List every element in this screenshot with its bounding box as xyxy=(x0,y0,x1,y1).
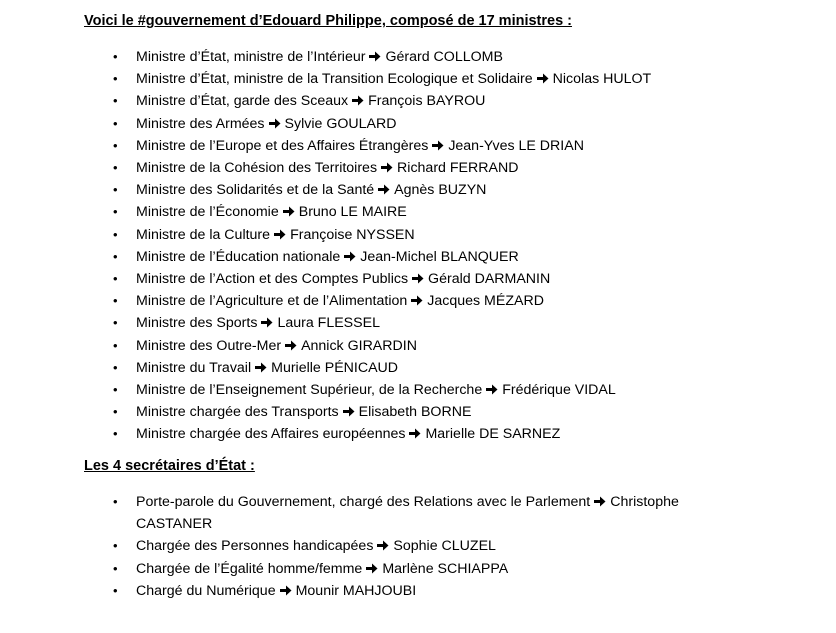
list-item xyxy=(0,90,716,112)
bullet-icon: • xyxy=(113,404,118,420)
person-name: Richard FERRAND xyxy=(397,160,519,177)
person-name: Mounir MAHJOUBI xyxy=(295,582,417,599)
list-item xyxy=(0,357,716,379)
right-arrow-icon xyxy=(411,272,424,285)
role-text: Ministre de la Cohésion des Territoires xyxy=(136,160,378,177)
ministers-list xyxy=(0,46,716,446)
role-text: Ministre du Travail xyxy=(136,359,252,376)
list-item xyxy=(0,268,716,290)
role-text: Ministre d’État, ministre de la Transition Ecologique et Solidaire xyxy=(136,71,533,88)
person-name: Gérald DARMANIN xyxy=(428,271,551,288)
role-text: Ministre des Solidarités et de la Santé xyxy=(136,182,375,199)
list-item xyxy=(0,379,716,401)
person-name: Elisabeth BORNE xyxy=(358,404,472,421)
role-text: Ministre des Armées xyxy=(136,115,265,132)
ministers-heading: Voici le #gouvernement d’Edouard Philippe, composé de 17 ministres : xyxy=(84,13,573,29)
bullet-icon: • xyxy=(113,93,118,109)
bullet-icon: • xyxy=(113,115,118,131)
person-name: Marielle DE SARNEZ xyxy=(425,426,561,443)
secretaries-heading: Les 4 secrétaires d’État : xyxy=(84,458,255,474)
list-item xyxy=(0,580,716,602)
role-text: Chargé du Numérique xyxy=(136,582,276,599)
bullet-icon: • xyxy=(113,248,118,264)
role-text: Ministre de l’Action et des Comptes Publics xyxy=(136,271,409,288)
role-text: Ministre des Sports xyxy=(136,315,258,332)
right-arrow-icon xyxy=(351,94,364,107)
role-text: Chargée de l’Égalité homme/femme xyxy=(136,560,363,577)
right-arrow-icon xyxy=(284,339,297,352)
role-text: Ministre de l’Éducation nationale xyxy=(136,248,341,265)
bullet-icon: • xyxy=(113,49,118,64)
role-text: Ministre d’État, garde des Sceaux xyxy=(136,93,349,110)
person-name: Marlène SCHIAPPA xyxy=(382,560,509,577)
bullet-icon: • xyxy=(113,315,118,331)
list-item xyxy=(0,401,716,423)
bullet-icon: • xyxy=(113,271,118,287)
bullet-icon: • xyxy=(113,71,118,87)
right-arrow-icon xyxy=(343,250,356,263)
person-name: Jacques MÉZARD xyxy=(427,293,544,310)
list-item xyxy=(0,335,716,357)
person-name: Nicolas HULOT xyxy=(552,71,652,88)
bullet-icon: • xyxy=(113,226,118,242)
right-arrow-icon xyxy=(254,361,267,374)
role-text: Ministre de l’Europe et des Affaires Étrangères xyxy=(136,137,429,154)
list-item xyxy=(0,558,716,580)
right-arrow-icon xyxy=(279,584,292,597)
list-item xyxy=(0,113,716,135)
secretaries-list xyxy=(0,491,716,602)
bullet-icon: • xyxy=(113,382,118,398)
role-text: Porte-parole du Gouvernement, chargé des Relations avec le Parlement xyxy=(136,494,591,510)
person-name: Sylvie GOULARD xyxy=(284,115,397,132)
list-item xyxy=(0,246,716,268)
right-arrow-icon xyxy=(273,228,286,241)
person-name: Françoise NYSSEN xyxy=(290,226,415,243)
right-arrow-icon xyxy=(536,72,549,85)
bullet-icon: • xyxy=(113,137,118,153)
person-name: Agnès BUZYN xyxy=(394,182,487,199)
list-item xyxy=(0,312,716,334)
right-arrow-icon xyxy=(365,562,378,575)
person-name: Frédérique VIDAL xyxy=(502,382,616,399)
bullet-icon: • xyxy=(113,160,118,176)
right-arrow-icon xyxy=(260,316,273,329)
list-item xyxy=(0,491,716,535)
list-item xyxy=(0,423,716,445)
list-item xyxy=(0,224,716,246)
role-text: Ministre de la Culture xyxy=(136,226,271,243)
role-text: Ministre chargée des Transports xyxy=(136,404,339,421)
person-name: Jean-Yves LE DRIAN xyxy=(448,137,584,154)
right-arrow-icon xyxy=(431,139,444,152)
list-item xyxy=(0,179,716,201)
bullet-icon: • xyxy=(113,538,118,554)
person-name: Annick GIRARDIN xyxy=(301,337,417,354)
list-item xyxy=(0,68,716,90)
right-arrow-icon xyxy=(410,294,423,307)
person-name: Laura FLESSEL xyxy=(277,315,380,332)
right-arrow-icon xyxy=(282,205,295,218)
right-arrow-icon xyxy=(368,50,381,63)
bullet-icon: • xyxy=(113,337,118,353)
role-text: Ministre des Outre-Mer xyxy=(136,337,282,354)
list-item xyxy=(0,157,716,179)
list-item xyxy=(0,135,716,157)
list-item xyxy=(0,535,716,557)
person-name: Christophe CASTANER xyxy=(136,494,679,533)
list-item xyxy=(0,290,716,312)
list-item xyxy=(0,201,716,223)
right-arrow-icon xyxy=(380,161,393,174)
list-item xyxy=(0,46,716,68)
role-text: Ministre chargée des Affaires européennes xyxy=(136,426,406,443)
bullet-icon: • xyxy=(113,293,118,309)
person-name: Jean-Michel BLANQUER xyxy=(360,248,519,265)
bullet-icon: • xyxy=(113,182,118,198)
bullet-icon: • xyxy=(113,560,118,576)
right-arrow-icon xyxy=(408,427,421,440)
bullet-icon: • xyxy=(113,359,118,375)
person-name: Sophie CLUZEL xyxy=(393,538,496,555)
right-arrow-icon xyxy=(593,495,606,508)
role-text: Ministre de l’Enseignement Supérieur, de la Recherche xyxy=(136,382,483,399)
bullet-icon: • xyxy=(113,204,118,220)
right-arrow-icon xyxy=(485,383,498,396)
role-text: Ministre de l’Agriculture et de l’Alimentation xyxy=(136,293,408,310)
right-arrow-icon xyxy=(377,183,390,196)
bullet-icon: • xyxy=(113,582,118,598)
role-text: Ministre d’État, ministre de l’Intérieur xyxy=(136,49,366,65)
person-name: Gérard COLLOMB xyxy=(385,49,503,65)
role-text: Ministre de l’Économie xyxy=(136,204,279,221)
bullet-icon: • xyxy=(113,494,118,509)
role-text: Chargée des Personnes handicapées xyxy=(136,538,374,555)
right-arrow-icon xyxy=(268,117,281,130)
right-arrow-icon xyxy=(342,405,355,418)
person-name: Murielle PÉNICAUD xyxy=(271,359,399,376)
person-name: François BAYROU xyxy=(368,93,486,110)
person-name: Bruno LE MAIRE xyxy=(298,204,407,221)
right-arrow-icon xyxy=(376,539,389,552)
bullet-icon: • xyxy=(113,426,118,442)
